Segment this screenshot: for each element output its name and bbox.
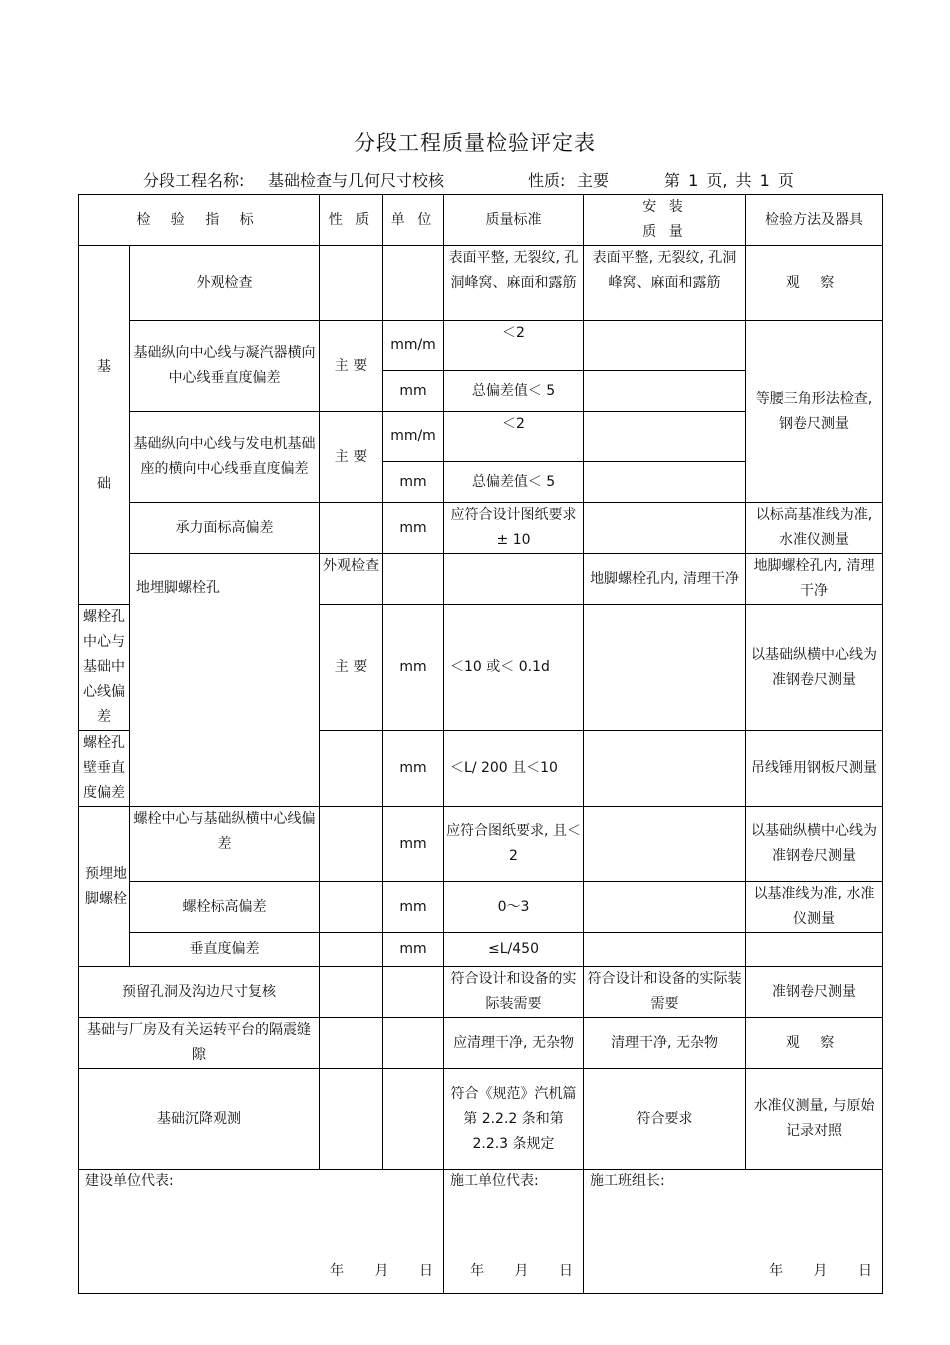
contractor-signature-label: 施工单位代表: bbox=[450, 1173, 539, 1189]
nature-cell: 主 要 bbox=[320, 605, 383, 731]
header-method: 检验方法及器具 bbox=[746, 195, 883, 246]
item-cell: 螺栓孔壁垂直度偏差 bbox=[79, 731, 130, 807]
standard-cell: 总偏差值＜ 5 bbox=[444, 371, 584, 412]
unit-cell bbox=[444, 554, 584, 605]
unit-cell: mm bbox=[383, 371, 444, 412]
header-install-bottom: 质 量 bbox=[642, 224, 687, 240]
contractor-signature-date: 年 月 日 bbox=[470, 1263, 574, 1279]
table-row bbox=[79, 246, 883, 321]
quality-cell: 表面平整, 无裂纹, 孔洞峰窝、麻面和露筋 bbox=[584, 246, 746, 321]
unit-cell: mm bbox=[383, 605, 444, 731]
project-name: 基础检查与几何尺寸校核 bbox=[268, 171, 445, 190]
table-row bbox=[79, 554, 883, 605]
owner-signature-date: 年 月 日 bbox=[330, 1263, 434, 1279]
item-cell: 螺栓标高偏差 bbox=[130, 882, 320, 933]
item-cell: 基础纵向中心线与发电机基础座的横向中心线垂直度偏差 bbox=[130, 412, 320, 503]
method-cell: 以标高基准线为准, 水准仪测量 bbox=[746, 503, 883, 554]
standard-cell: ＜2 bbox=[444, 321, 584, 371]
nature-cell: 主 要 bbox=[320, 412, 383, 503]
owner-signature-cell bbox=[79, 1170, 444, 1294]
unit-cell: mm bbox=[383, 807, 444, 882]
standard-cell: 符合《规范》汽机篇第 2.2.2 条和第 2.2.3 条规定 bbox=[444, 1069, 584, 1170]
table-row bbox=[79, 1018, 883, 1069]
nature-cell: 主 要 bbox=[320, 321, 383, 412]
standard-cell: ≤L/450 bbox=[444, 933, 584, 967]
header-nature: 性 质 bbox=[320, 195, 383, 246]
item-cell: 外观检查 bbox=[320, 554, 383, 605]
nature-cell bbox=[320, 807, 383, 882]
header-indicator: 检 验 指 标 bbox=[79, 195, 320, 246]
quality-cell: 符合设计和设备的实际装需要 bbox=[584, 967, 746, 1018]
item-cell: 预留孔洞及沟边尺寸复核 bbox=[79, 967, 320, 1018]
nature-cell bbox=[320, 503, 383, 554]
owner-signature-label: 建设单位代表: bbox=[85, 1173, 174, 1189]
quality-cell bbox=[584, 731, 746, 807]
unit-cell bbox=[383, 1069, 444, 1170]
header-install-quality bbox=[584, 195, 746, 246]
quality-cell bbox=[584, 605, 746, 731]
method-cell: 以基础纵横中心线为准钢卷尺测量 bbox=[746, 605, 883, 731]
table-row bbox=[79, 933, 883, 967]
group-foundation-char2: 础 bbox=[97, 475, 111, 492]
table-row bbox=[79, 1069, 883, 1170]
method-cell bbox=[746, 933, 883, 967]
unit-cell: mm/m bbox=[383, 321, 444, 371]
standard-cell: 应清理干净, 无杂物 bbox=[444, 1018, 584, 1069]
item-cell: 基础沉降观测 bbox=[79, 1069, 320, 1170]
nature-cell bbox=[320, 882, 383, 933]
table-row bbox=[79, 967, 883, 1018]
project-label: 分段工程名称: bbox=[143, 171, 245, 190]
unit-cell: mm/m bbox=[383, 412, 444, 462]
standard-cell: ＜L/ 200 且＜10 bbox=[444, 731, 584, 807]
group-bolt-hole: 地埋脚螺栓孔 bbox=[130, 554, 320, 807]
header-install-top: 安 装 bbox=[642, 199, 687, 215]
page-info: 第 1 页, 共 1 页 bbox=[664, 171, 794, 190]
quality-cell bbox=[584, 503, 746, 554]
nature-cell bbox=[320, 246, 383, 321]
method-cell: 以基准线为准, 水准仪测量 bbox=[746, 882, 883, 933]
item-cell: 螺栓中心与基础纵横中心线偏差 bbox=[130, 807, 320, 882]
unit-cell bbox=[383, 967, 444, 1018]
table-row bbox=[79, 321, 883, 371]
item-cell: 承力面标高偏差 bbox=[130, 503, 320, 554]
header-unit: 单 位 bbox=[383, 195, 444, 246]
standard-cell: ＜10 或＜ 0.1d bbox=[444, 605, 584, 731]
team-signature-date: 年 月 日 bbox=[769, 1263, 873, 1279]
quality-cell bbox=[584, 371, 746, 412]
quality-cell bbox=[584, 412, 746, 462]
method-cell: 水准仪测量, 与原始记录对照 bbox=[746, 1069, 883, 1170]
team-signature-label: 施工班组长: bbox=[590, 1173, 665, 1189]
standard-cell: 地脚螺栓孔内, 清理干净 bbox=[584, 554, 746, 605]
quality-cell: 符合要求 bbox=[584, 1069, 746, 1170]
nature-cell bbox=[320, 1069, 383, 1170]
standard-cell: 0～3 bbox=[444, 882, 584, 933]
nature-cell bbox=[383, 554, 444, 605]
standard-cell: ＜2 bbox=[444, 412, 584, 462]
team-signature-cell bbox=[584, 1170, 883, 1294]
quality-cell bbox=[584, 933, 746, 967]
header-row bbox=[79, 195, 883, 246]
nature-cell bbox=[320, 967, 383, 1018]
standard-cell: 符合设计和设备的实际装需要 bbox=[444, 967, 584, 1018]
quality-cell bbox=[584, 321, 746, 371]
item-cell: 基础纵向中心线与凝汽器横向中心线垂直度偏差 bbox=[130, 321, 320, 412]
group-foundation-char1: 基 bbox=[97, 358, 111, 375]
nature-cell bbox=[320, 731, 383, 807]
table-row bbox=[79, 882, 883, 933]
nature-label: 性质: bbox=[528, 171, 566, 190]
method-cell: 准钢卷尺测量 bbox=[746, 967, 883, 1018]
item-cell: 外观检查 bbox=[130, 246, 320, 321]
method-cell: 观 察 bbox=[746, 246, 883, 321]
standard-cell: 表面平整, 无裂纹, 孔洞峰窝、麻面和露筋 bbox=[444, 246, 584, 321]
nature-cell bbox=[320, 1018, 383, 1069]
standard-cell: 应符合设计图纸要求± 10 bbox=[444, 503, 584, 554]
quality-cell: 地脚螺栓孔内, 清理干净 bbox=[746, 554, 883, 605]
group-foundation bbox=[79, 246, 130, 605]
unit-cell bbox=[383, 1018, 444, 1069]
header-standard: 质量标准 bbox=[444, 195, 584, 246]
item-cell: 螺栓孔中心与基础中心线偏差 bbox=[79, 605, 130, 731]
standard-cell: 应符合图纸要求, 且＜ 2 bbox=[444, 807, 584, 882]
signature-row bbox=[79, 1170, 883, 1294]
inspection-table bbox=[78, 194, 883, 1294]
item-cell: 垂直度偏差 bbox=[130, 933, 320, 967]
quality-cell bbox=[584, 807, 746, 882]
unit-cell: mm bbox=[383, 882, 444, 933]
method-cell: 观 察 bbox=[746, 1018, 883, 1069]
form-title: 分段工程质量检验评定表 bbox=[354, 131, 596, 155]
quality-cell bbox=[584, 882, 746, 933]
standard-cell: 总偏差值＜ 5 bbox=[444, 462, 584, 503]
table-row bbox=[79, 807, 883, 882]
unit-cell: mm bbox=[383, 462, 444, 503]
item-cell: 基础与厂房及有关运转平台的隔震缝隙 bbox=[79, 1018, 320, 1069]
method-cell: 等腰三角形法检查, 钢卷尺测量 bbox=[746, 321, 883, 503]
contractor-signature-cell bbox=[444, 1170, 584, 1294]
method-cell: 吊线锤用钢板尺测量 bbox=[746, 731, 883, 807]
quality-cell: 清理干净, 无杂物 bbox=[584, 1018, 746, 1069]
method-cell: 以基础纵横中心线为准钢卷尺测量 bbox=[746, 807, 883, 882]
unit-cell: mm bbox=[383, 731, 444, 807]
nature-cell bbox=[320, 933, 383, 967]
quality-cell bbox=[584, 462, 746, 503]
nature-value: 主要 bbox=[577, 171, 610, 190]
unit-cell bbox=[383, 246, 444, 321]
unit-cell: mm bbox=[383, 503, 444, 554]
group-embedded-bolt: 预埋地脚螺栓 bbox=[79, 807, 130, 967]
table-row bbox=[79, 503, 883, 554]
unit-cell: mm bbox=[383, 933, 444, 967]
